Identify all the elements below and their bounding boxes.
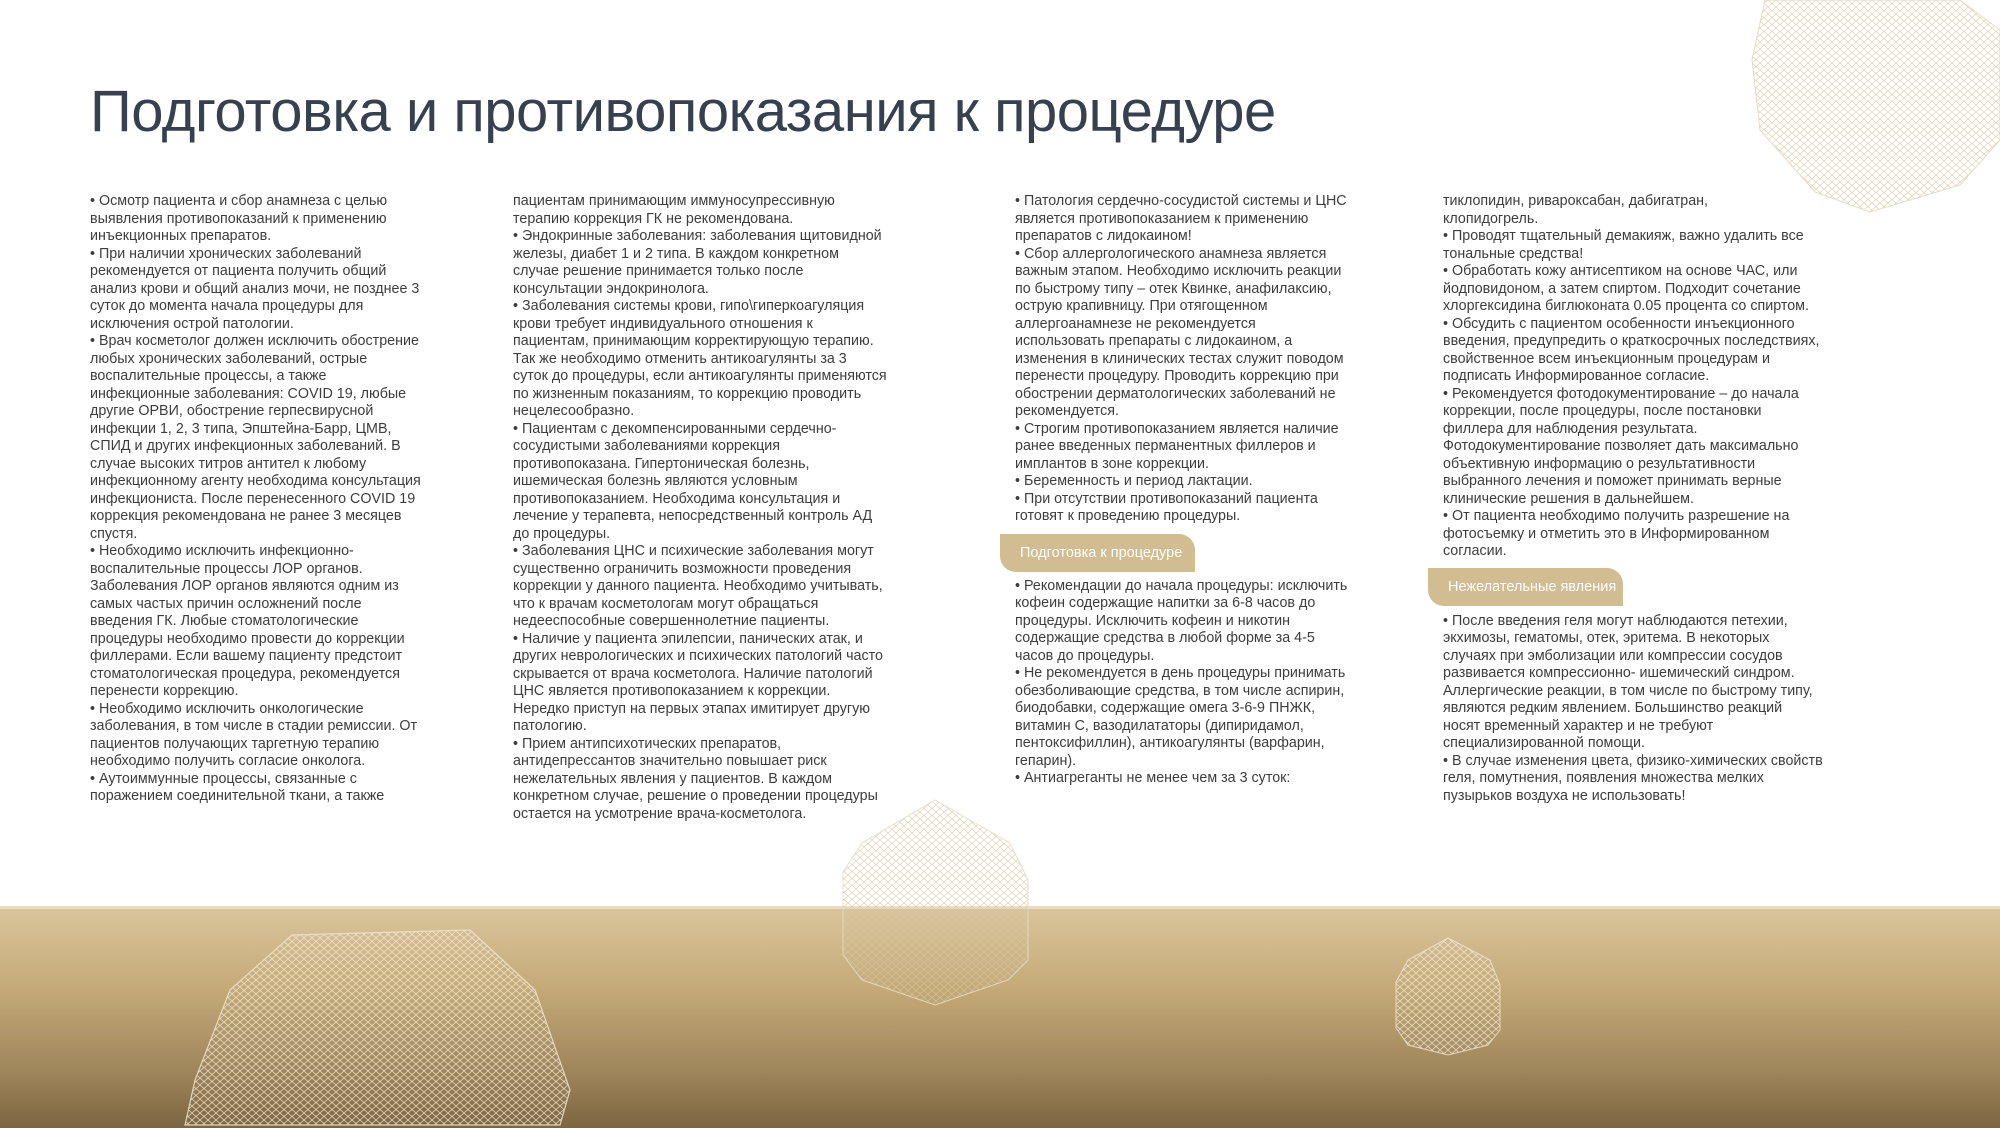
text-line: конкретном случае, решение о проведении процедуры [513, 788, 878, 804]
text-line: обезболивающие средства, в том числе аспирин, [1015, 682, 1345, 699]
text-line: Фотодокументирование позволяет дать максимально [1443, 438, 1799, 454]
text-line: развивается компрессионно- ишемический синдром. [1443, 665, 1795, 681]
text-line: скрывается от врача косметолога. Наличие патологий [513, 665, 873, 682]
text-line: пузырьков воздуха не использовать! [1443, 787, 1686, 804]
text-line: что к врачам косметологам могут обращаться [513, 595, 819, 612]
text-line: ранее введенных перманентных филлеров и [1015, 438, 1316, 454]
text-line: спустя. [90, 525, 138, 542]
text-line: недееспособные совершеннолетние пациенты. [513, 613, 830, 629]
text-line: согласии. [1443, 543, 1507, 559]
text-line: • Антиагреганты не менее чем за 3 суток: [1015, 770, 1291, 786]
text-line: процедуры необходимо провести до коррекции [90, 630, 405, 647]
text-line: использовать препараты с лидокаином, а [1015, 333, 1293, 349]
text-line: • После введения геля могут наблюдаются петехии, [1443, 612, 1788, 629]
text-line: другие ОРВИ, обострение герпесвирусной [90, 403, 374, 419]
text-line: экхимозы, гематомы, отек, эритема. В некоторых [1443, 630, 1770, 646]
text-line: рекомендуется. [1015, 403, 1120, 419]
text-line: перенести процедуру. Проводить коррекцию при [1015, 368, 1339, 384]
text-line: • Заболевания системы крови, гипо\гиперкоагуляция [513, 298, 865, 314]
text-line: воспалительные процессы, а также [90, 368, 327, 384]
text-line: выбранного лечения и поможет принимать верные [1443, 473, 1782, 489]
text-line: • Необходимо исключить онкологические [90, 700, 364, 717]
text-line: сосудистыми заболеваниями коррекция [513, 438, 780, 454]
text-line: анализ крови и общий анализ мочи, не позднее 3 [90, 280, 420, 297]
text-line: случае решение принимается только после [513, 263, 804, 279]
text-line: консультации эндокринолога. [513, 280, 709, 297]
text-line: • При наличии хронических заболеваний [90, 245, 362, 262]
mesh-hexagon-center [843, 800, 1028, 1005]
text-line: инфекционные заболевания: COVID 19, любые [90, 385, 407, 402]
text-line: перенести коррекцию. [90, 683, 239, 699]
text-line: по жизненным показаниям, то коррекцию проводить [513, 385, 862, 402]
text-line: важным этапом. Необходимо исключить реакции [1015, 263, 1342, 279]
text-line: является противопоказанием к применению [1015, 210, 1309, 227]
text-line: обострении дерматологических заболеваний не [1015, 385, 1336, 402]
text-line: • В случае изменения цвета, физико-химических свойств [1443, 752, 1823, 769]
text-line: Нередко приступ на первых этапах имитирует другую [513, 700, 871, 717]
text-column-3 [1015, 193, 1347, 788]
text-line: инфекции 1, 2, 3 типа, Эпштейна-Барр, ЦМВ, [90, 420, 392, 437]
text-line: стоматологическая процедура, рекомендуется [90, 665, 400, 682]
text-line: СПИД и других инфекционных заболеваний. В [90, 438, 401, 454]
text-line: гепарин). [1015, 752, 1077, 769]
text-line: коррекции у данного пациента. Необходимо учитывать, [513, 578, 883, 594]
text-line: суток до процедуры, если антикоагулянты применяются [513, 368, 887, 384]
text-line: ЦНС является противопоказанием к коррекции. [513, 683, 831, 699]
text-line: острую крапивницу. При отягощенном [1015, 298, 1268, 314]
text-line: • Сбор аллергологического анамнеза является [1015, 245, 1327, 262]
text-line: • Врач косметолог должен исключить обострение [90, 333, 419, 349]
text-line: воспалительные процессы ЛОР органов. [90, 560, 363, 577]
text-line: любых хронических заболеваний, острые [90, 350, 368, 367]
text-line: йодповидоном, а затем спиртом. Подходит сочетание [1443, 280, 1801, 297]
text-line: самых частых причин осложнений после [90, 595, 362, 612]
text-line: антидепрессантов значительно повышает риск [513, 753, 827, 769]
text-line: пациентам принимающим иммуносупрессивную [513, 193, 835, 209]
text-line: хлоргексидина биглюконата 0.05 процента со спиртом. [1443, 298, 1809, 314]
text-column-2 [513, 193, 887, 823]
text-line: противопоказанием. Необходима консультация и [513, 490, 841, 507]
text-line: введения, предупредить о краткосрочных последствиях, [1443, 333, 1820, 349]
text-line: готовят к проведению процедуры. [1015, 508, 1241, 524]
text-line: крови требует индивидуального отношения к [513, 315, 813, 332]
text-line: Аллергические реакции, в том числе по быстрому типу, [1443, 682, 1813, 699]
text-line: • Необходимо исключить инфекционно- [90, 543, 354, 559]
text-line: нежелательных явления у пациентов. В каждом [513, 770, 832, 787]
text-line: носят временный характер и не требуют [1443, 717, 1714, 734]
text-line: лечение у терапевта, непосредственный контроль АД [513, 508, 873, 524]
text-line: рекомендуется от пациента получить общий [90, 263, 387, 279]
text-line: геля, помутнения, появления множества мелких [1443, 770, 1764, 786]
text-line: случаях при эмболизации или компрессии сосудов [1443, 647, 1783, 664]
text-line: • Заболевания ЦНС и психические заболевания могут [513, 543, 874, 559]
text-line: до процедуры. [513, 525, 611, 542]
text-line: изменения в клинических тестах служит поводом [1015, 350, 1344, 367]
section-tag-preparation: Подготовка к процедуре [1000, 534, 1195, 572]
text-line: существенно ограничить возможности проведения [513, 560, 852, 577]
text-line: пентоксифиллин), антикоагулянты (варфарин, [1015, 735, 1325, 751]
text-line: тиклопидин, ривароксабан, дабигатран, [1443, 193, 1709, 209]
text-line: фотосъемку и отметить это в Информированном [1443, 525, 1770, 542]
page-title: Подготовка и противопоказания к процедуре [90, 79, 1276, 144]
text-line: • Наличие у пациента эпилепсии, панических атак, и [513, 630, 863, 647]
text-line: • Пациентам с декомпенсированными сердечно- [513, 420, 837, 437]
text-line: специализированной помощи. [1443, 735, 1646, 751]
text-line: • Патология сердечно-сосудистой системы и ЦНС [1015, 193, 1347, 209]
text-line: • Проводят тщательный демакияж, важно удалить все [1443, 228, 1804, 244]
text-line: часов до процедуры. [1015, 647, 1155, 664]
text-line: подписать Информированное согласие. [1443, 368, 1710, 384]
text-line: являются редким явлением. Большинство реакций [1443, 700, 1783, 716]
text-line: патологию. [513, 718, 587, 734]
text-line: нецелесообразно. [513, 403, 635, 419]
text-line: других неврологических и психических патологий часто [513, 648, 883, 664]
text-line: введения ГК. Любые стоматологические [90, 613, 359, 629]
text-line: исключения острой патологии. [90, 315, 294, 332]
text-line: препаратов с лидокаином! [1015, 228, 1192, 244]
text-line: • Рекомендации до начала процедуры: исключить [1015, 577, 1348, 594]
text-line: противопоказана. Гипертоническая болезнь, [513, 455, 810, 472]
text-line: кофеин содержащие напитки за 6-8 часов до [1015, 595, 1316, 611]
text-line: филлерами. Если вашему пациенту предстоит [90, 648, 403, 664]
text-line: терапию коррекция ГК не рекомендована. [513, 210, 794, 227]
text-column-4 [1443, 193, 1823, 805]
text-column-1 [90, 193, 421, 806]
text-line: инъекционных препаратов. [90, 228, 272, 244]
text-line: ишемическая болезнь являются условным [513, 473, 798, 489]
text-line: выявления противопоказаний к применению [90, 210, 387, 227]
text-line: • Осмотр пациента и сбор анамнеза с целью [90, 193, 388, 209]
text-line: необходимо получить согласие онколога. [90, 753, 366, 769]
text-line: • От пациента необходимо получить разрешение на [1443, 508, 1790, 524]
text-line: • Обработать кожу антисептиком на основе ЧАС, или [1443, 263, 1798, 279]
text-line: биодобавки, содержащие омега 3-6-9 ПНЖК, [1015, 700, 1316, 716]
text-line: остается на усмотрение врача-косметолога. [513, 805, 807, 822]
text-line: имплантов в зоне коррекции. [1015, 455, 1209, 472]
mesh-hexagon-top-right [1752, 0, 2000, 212]
text-line: железы, диабет 1 и 2 типа. В каждом конкретном [513, 245, 839, 262]
text-line: поражением соединительной ткани, а также [90, 788, 385, 804]
text-line: • Строгим противопоказанием является наличие [1015, 420, 1339, 437]
text-line: инфекциониста. После перенесенного COVID 19 [90, 490, 416, 507]
text-line: аллергоанамнезе не рекомендуется [1015, 315, 1256, 332]
text-line: случае высоких титров антител к любому [90, 455, 367, 472]
text-line: Так же необходимо отменить антикоагулянты за 3 [513, 350, 847, 367]
text-line: тональные средства! [1443, 245, 1584, 262]
text-line: содержащие средства в любой форме за 4-5 [1015, 630, 1315, 646]
text-line: заболевания, в том числе в стадии ремиссии. От [90, 718, 418, 734]
text-line: объективную информацию о результативности [1443, 455, 1756, 472]
text-line: • Беременность и период лактации. [1015, 473, 1253, 489]
section-tag-side-effects: Нежелательные явления [1428, 568, 1623, 606]
text-line: витамин С, вазодилататоры (дипиридамол, [1015, 717, 1304, 734]
text-line: • Рекомендуется фотодокументирование – до начала [1443, 385, 1799, 402]
text-line: • При отсутствии противопоказаний пациента [1015, 490, 1318, 507]
text-line: по быстрому типу – отек Квинке, анафилаксию, [1015, 280, 1332, 297]
text-line: клопидогрель. [1443, 210, 1539, 227]
text-line: свойственное всем инъекционным процедурам и [1443, 350, 1770, 367]
text-line: Заболевания ЛОР органов являются одним из [90, 578, 399, 594]
text-line: • Аутоиммунные процессы, связанные с [90, 770, 357, 787]
text-line: пациентам, принимающим корректирующую терапию. [513, 333, 874, 349]
text-line: филлера для наблюдения результата. [1443, 420, 1698, 437]
text-line: • Не рекомендуется в день процедуры принимать [1015, 665, 1346, 681]
text-line: • Обсудить с пациентом особенности инъекционного [1443, 315, 1795, 332]
text-line: • Прием антипсихотических препаратов, [513, 735, 782, 752]
text-line: коррекции, после процедуры, после постановки [1443, 403, 1762, 419]
text-line: коррекция рекомендована не ранее 3 месяцев [90, 508, 402, 524]
mesh-shape-bottom-left [185, 930, 570, 1125]
text-line: инфекционному агенту необходима консультация [90, 473, 421, 489]
text-line: пациентов получающих таргетную терапию [90, 735, 380, 752]
text-line: • Эндокринные заболевания: заболевания щитовидной [513, 228, 882, 244]
text-line: клинические решения в дальнейшем. [1443, 490, 1694, 507]
text-line: процедуры. Исключить кофеин и никотин [1015, 612, 1291, 629]
text-line: суток до момента начала процедуры для [90, 298, 364, 314]
mesh-hexagon-bottom-right [1396, 938, 1500, 1055]
